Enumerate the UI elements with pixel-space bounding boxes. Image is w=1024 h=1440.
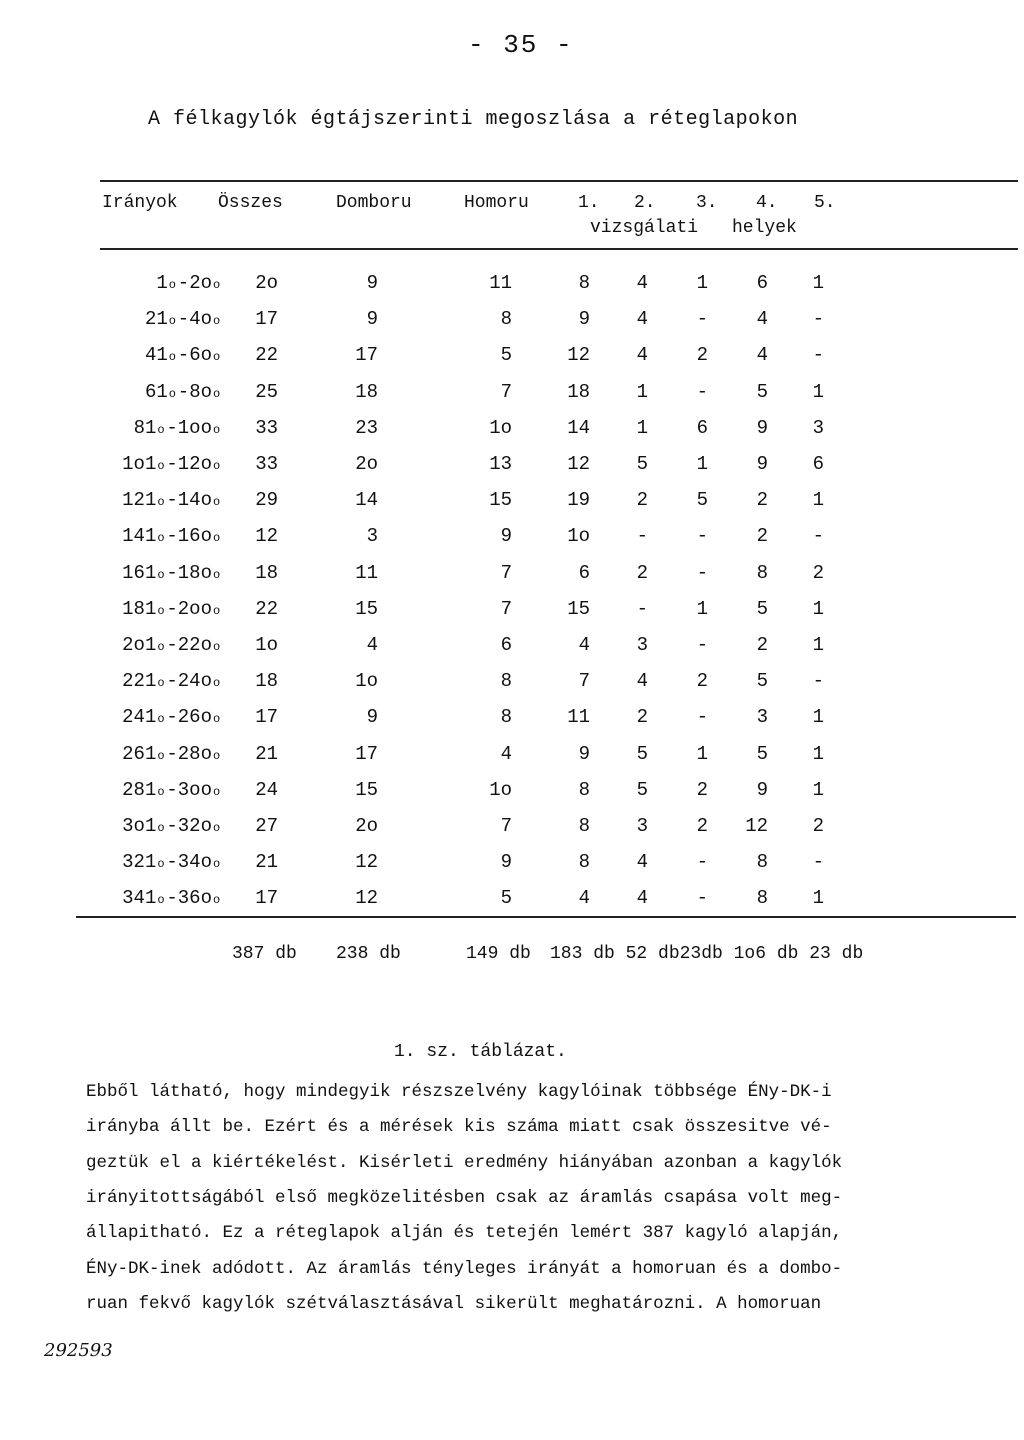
cell-site-4: 9 [756, 453, 768, 475]
cell-site-1: 18 [567, 381, 590, 403]
cell-site-2: 4 [636, 344, 648, 366]
paragraph-line: geztük el a kiértékelést. Kisérleti eredmény hiányában azonban a kagylók [86, 1153, 843, 1173]
cell-convex: 4 [366, 634, 378, 656]
cell-total: 18 [255, 670, 278, 692]
cell-total: 22 [255, 598, 278, 620]
cell-concave: 7 [500, 562, 512, 584]
direction-dash: - [166, 525, 178, 547]
cell-total: 12 [255, 525, 278, 547]
degree-symbol: o [168, 278, 176, 292]
cell-site-3: - [696, 851, 708, 873]
degree-symbol: o [213, 387, 221, 401]
direction-from: 261 [122, 743, 157, 765]
header-bottom-rule [100, 248, 1018, 250]
direction-from: 41 [144, 344, 168, 366]
cell-concave: 9 [500, 851, 512, 873]
direction-dash: - [166, 779, 178, 801]
cell-concave: 7 [500, 381, 512, 403]
cell-site-4: 5 [756, 381, 768, 403]
direction-to: 16o [177, 525, 212, 547]
cell-site-4: 2 [756, 634, 768, 656]
cell-site-1: 9 [578, 743, 590, 765]
cell-site-2: 5 [636, 743, 648, 765]
header-site-2: 2. [634, 193, 656, 213]
cell-site-4: 4 [756, 308, 768, 330]
cell-convex: 2o [355, 815, 378, 837]
cell-total: 21 [255, 743, 278, 765]
degree-symbol: o [213, 423, 221, 437]
cell-total: 17 [255, 887, 278, 909]
direction-from: 81 [133, 417, 157, 439]
direction-to: 34o [177, 851, 212, 873]
cell-site-4: 2 [756, 525, 768, 547]
cell-concave: 8 [500, 706, 512, 728]
table-top-rule [100, 180, 1018, 182]
cell-site-1: 12 [567, 453, 590, 475]
cell-convex: 17 [355, 743, 378, 765]
cell-site-2: 2 [636, 562, 648, 584]
cell-site-3: 1 [696, 453, 708, 475]
cell-site-1: 19 [567, 489, 590, 511]
totals-convex: 238 db [336, 944, 401, 964]
cell-concave: 5 [500, 344, 512, 366]
cell-site-3: 2 [696, 344, 708, 366]
cell-total: 22 [255, 344, 278, 366]
direction-to: 4o [189, 308, 212, 330]
cell-site-1: 11 [567, 706, 590, 728]
cell-convex: 9 [366, 308, 378, 330]
degree-symbol: o [213, 531, 221, 545]
cell-site-5: 2 [812, 815, 824, 837]
cell-site-3: 1 [696, 743, 708, 765]
cell-site-2: 4 [636, 887, 648, 909]
direction-to: 2oo [177, 598, 212, 620]
cell-site-5: 3 [812, 417, 824, 439]
cell-site-1: 8 [578, 272, 590, 294]
cell-site-1: 8 [578, 851, 590, 873]
totals-total: 387 db [232, 944, 297, 964]
direction-to: 32o [177, 815, 212, 837]
cell-site-1: 9 [578, 308, 590, 330]
cell-convex: 1o [355, 670, 378, 692]
cell-concave: 7 [500, 598, 512, 620]
degree-symbol: o [213, 314, 221, 328]
cell-site-4: 9 [756, 779, 768, 801]
cell-site-3: - [696, 562, 708, 584]
cell-site-2: - [636, 598, 648, 620]
cell-site-4: 4 [756, 344, 768, 366]
cell-site-5: 1 [812, 272, 824, 294]
direction-from: 241 [122, 706, 157, 728]
cell-total: 25 [255, 381, 278, 403]
direction-from: 321 [122, 851, 157, 873]
cell-concave: 4 [500, 743, 512, 765]
cell-site-3: - [696, 308, 708, 330]
cell-total: 1o [255, 634, 278, 656]
degree-symbol: o [213, 278, 221, 292]
cell-site-5: 1 [812, 634, 824, 656]
cell-convex: 15 [355, 598, 378, 620]
direction-dash: - [166, 706, 178, 728]
cell-convex: 12 [355, 851, 378, 873]
paragraph-line: irányitottságából első megközelitésben csak az áramlás csapása volt meg- [86, 1188, 843, 1208]
table-bottom-rule [76, 916, 1016, 918]
cell-concave: 1o [489, 779, 512, 801]
degree-symbol: o [157, 749, 165, 763]
cell-site-1: 15 [567, 598, 590, 620]
cell-site-4: 2 [756, 489, 768, 511]
cell-convex: 17 [355, 344, 378, 366]
direction-dash: - [166, 417, 178, 439]
cell-concave: 5 [500, 887, 512, 909]
direction-to: 28o [177, 743, 212, 765]
cell-site-1: 7 [578, 670, 590, 692]
direction-from: 21 [144, 308, 168, 330]
cell-concave: 7 [500, 815, 512, 837]
degree-symbol: o [213, 821, 221, 835]
direction-dash: - [166, 815, 178, 837]
cell-site-3: 6 [696, 417, 708, 439]
direction-dash: - [166, 851, 178, 873]
paragraph-line: ruan fekvő kagylók szétválasztásával sikerült meghatározni. A homoruan [86, 1294, 822, 1314]
cell-convex: 23 [355, 417, 378, 439]
cell-site-5: - [812, 670, 824, 692]
degree-symbol: o [157, 785, 165, 799]
header-sites-label-2: helyek [732, 218, 797, 238]
cell-total: 21 [255, 851, 278, 873]
degree-symbol: o [157, 893, 165, 907]
cell-site-4: 3 [756, 706, 768, 728]
cell-site-3: - [696, 525, 708, 547]
degree-symbol: o [157, 495, 165, 509]
cell-convex: 9 [366, 706, 378, 728]
cell-site-3: - [696, 634, 708, 656]
cell-site-5: - [812, 851, 824, 873]
cell-site-2: 5 [636, 779, 648, 801]
cell-site-5: - [812, 308, 824, 330]
direction-to: 24o [177, 670, 212, 692]
degree-symbol: o [157, 568, 165, 582]
cell-site-3: - [696, 887, 708, 909]
direction-from: 2o1 [122, 634, 157, 656]
direction-dash: - [166, 634, 178, 656]
table-title: A félkagylók égtájszerinti megoszlása a réteglapokon [148, 108, 799, 131]
archive-stamp: 292593 [44, 1340, 113, 1361]
cell-site-4: 8 [756, 562, 768, 584]
paragraph-line: állapitható. Ez a réteglapok alján és tetején lemért 387 kagyló alapján, [86, 1223, 843, 1243]
cell-convex: 14 [355, 489, 378, 511]
cell-site-4: 9 [756, 417, 768, 439]
cell-convex: 11 [355, 562, 378, 584]
cell-total: 17 [255, 706, 278, 728]
direction-from: 141 [122, 525, 157, 547]
direction-dash: - [177, 308, 190, 330]
direction-to: 3oo [177, 779, 212, 801]
cell-concave: 9 [500, 525, 512, 547]
degree-symbol: o [213, 857, 221, 871]
cell-site-3: 2 [696, 670, 708, 692]
cell-convex: 2o [355, 453, 378, 475]
cell-convex: 12 [355, 887, 378, 909]
cell-site-2: 2 [636, 489, 648, 511]
header-site-5: 5. [814, 193, 836, 213]
direction-from: 3o1 [122, 815, 157, 837]
header-site-4: 4. [756, 193, 778, 213]
cell-site-5: - [812, 525, 824, 547]
cell-total: 27 [255, 815, 278, 837]
cell-site-3: 5 [696, 489, 708, 511]
cell-site-5: 1 [812, 779, 824, 801]
cell-site-4: 8 [756, 851, 768, 873]
cell-total: 18 [255, 562, 278, 584]
degree-symbol: o [213, 712, 221, 726]
cell-site-2: 4 [636, 308, 648, 330]
direction-to: 12o [177, 453, 212, 475]
direction-to: 26o [177, 706, 212, 728]
cell-site-2: 5 [636, 453, 648, 475]
cell-convex: 18 [355, 381, 378, 403]
cell-site-4: 8 [756, 887, 768, 909]
cell-site-1: 8 [578, 815, 590, 837]
degree-symbol: o [213, 495, 221, 509]
cell-site-5: 1 [812, 598, 824, 620]
degree-symbol: o [157, 712, 165, 726]
degree-symbol: o [157, 459, 165, 473]
degree-symbol: o [157, 640, 165, 654]
cell-convex: 9 [366, 272, 378, 294]
cell-concave: 15 [489, 489, 512, 511]
cell-concave: 13 [489, 453, 512, 475]
cell-site-5: 1 [812, 489, 824, 511]
cell-site-4: 6 [756, 272, 768, 294]
cell-site-5: 1 [812, 743, 824, 765]
direction-from: 1o1 [122, 453, 157, 475]
cell-total: 2o [255, 272, 278, 294]
cell-site-2: 2 [636, 706, 648, 728]
direction-to: 36o [177, 887, 212, 909]
degree-symbol: o [157, 423, 165, 437]
degree-symbol: o [213, 568, 221, 582]
cell-site-2: 3 [636, 634, 648, 656]
degree-symbol: o [168, 350, 176, 364]
cell-site-5: 1 [812, 381, 824, 403]
header-directions: Irányok [102, 193, 178, 213]
direction-dash: - [177, 381, 190, 403]
direction-dash: - [166, 670, 178, 692]
cell-site-3: - [696, 381, 708, 403]
direction-from: 181 [122, 598, 157, 620]
degree-symbol: o [213, 749, 221, 763]
degree-symbol: o [213, 459, 221, 473]
totals-concave: 149 db [466, 944, 531, 964]
cell-site-2: 1 [636, 381, 648, 403]
direction-from: 221 [122, 670, 157, 692]
header-site-1: 1. [578, 193, 600, 213]
header-site-3: 3. [696, 193, 718, 213]
degree-symbol: o [213, 676, 221, 690]
direction-to: 22o [177, 634, 212, 656]
direction-to: 14o [177, 489, 212, 511]
cell-total: 17 [255, 308, 278, 330]
cell-site-2: 4 [636, 670, 648, 692]
header-total: Összes [218, 193, 283, 213]
direction-to: 2o [189, 272, 212, 294]
cell-site-4: 12 [745, 815, 768, 837]
direction-dash: - [166, 562, 178, 584]
cell-site-1: 4 [578, 887, 590, 909]
degree-symbol: o [213, 640, 221, 654]
cell-site-1: 6 [578, 562, 590, 584]
cell-site-3: 2 [696, 815, 708, 837]
direction-from: 1 [156, 272, 168, 294]
paragraph-line: Ebből látható, hogy mindegyik részszelvény kagylóinak többsége ÉNy-DK-i [86, 1082, 832, 1102]
cell-site-4: 5 [756, 743, 768, 765]
cell-site-5: 2 [812, 562, 824, 584]
degree-symbol: o [213, 893, 221, 907]
cell-site-5: 1 [812, 887, 824, 909]
direction-from: 61 [144, 381, 168, 403]
cell-site-2: 1 [636, 417, 648, 439]
cell-site-1: 14 [567, 417, 590, 439]
direction-dash: - [177, 344, 190, 366]
cell-total: 33 [255, 417, 278, 439]
totals-sites: 183 db 52 db23db 1o6 db 23 db [550, 944, 864, 964]
cell-site-4: 5 [756, 598, 768, 620]
direction-to: 1oo [177, 417, 212, 439]
direction-to: 8o [189, 381, 212, 403]
degree-symbol: o [157, 676, 165, 690]
table-caption: 1. sz. táblázat. [394, 1042, 567, 1062]
paragraph-line: irányba állt be. Ezért és a mérések kis száma miatt csak összesitve vé- [86, 1117, 832, 1137]
paragraph-line: ÉNy-DK-inek adódott. Az áramlás tényleges irányát a homoruan és a dombo- [86, 1259, 843, 1279]
header-sites-label-1: vizsgálati [590, 218, 699, 238]
degree-symbol: o [168, 314, 176, 328]
degree-symbol: o [213, 350, 221, 364]
header-convex: Domboru [336, 193, 412, 213]
cell-site-4: 5 [756, 670, 768, 692]
direction-from: 121 [122, 489, 157, 511]
cell-site-3: 1 [696, 272, 708, 294]
cell-concave: 1o [489, 417, 512, 439]
cell-site-5: 6 [812, 453, 824, 475]
cell-site-2: 3 [636, 815, 648, 837]
degree-symbol: o [157, 857, 165, 871]
direction-dash: - [177, 272, 190, 294]
cell-site-2: - [636, 525, 648, 547]
cell-concave: 8 [500, 670, 512, 692]
direction-dash: - [166, 598, 178, 620]
cell-site-5: - [812, 344, 824, 366]
degree-symbol: o [213, 785, 221, 799]
cell-site-1: 1o [567, 525, 590, 547]
cell-site-1: 8 [578, 779, 590, 801]
cell-total: 24 [255, 779, 278, 801]
cell-concave: 8 [500, 308, 512, 330]
cell-concave: 6 [500, 634, 512, 656]
direction-dash: - [166, 887, 178, 909]
direction-from: 341 [122, 887, 157, 909]
direction-from: 281 [122, 779, 157, 801]
cell-site-3: - [696, 706, 708, 728]
degree-symbol: o [157, 604, 165, 618]
direction-dash: - [166, 453, 178, 475]
direction-dash: - [166, 489, 178, 511]
header-concave: Homoru [464, 193, 529, 213]
cell-site-1: 4 [578, 634, 590, 656]
direction-to: 6o [189, 344, 212, 366]
degree-symbol: o [213, 604, 221, 618]
cell-site-2: 4 [636, 272, 648, 294]
cell-site-5: 1 [812, 706, 824, 728]
direction-dash: - [166, 743, 178, 765]
cell-concave: 11 [489, 272, 512, 294]
degree-symbol: o [157, 821, 165, 835]
cell-site-2: 4 [636, 851, 648, 873]
cell-convex: 3 [366, 525, 378, 547]
direction-from: 161 [122, 562, 157, 584]
cell-total: 33 [255, 453, 278, 475]
direction-to: 18o [177, 562, 212, 584]
degree-symbol: o [157, 531, 165, 545]
page-number: - 35 - [468, 30, 574, 60]
cell-site-3: 1 [696, 598, 708, 620]
cell-convex: 15 [355, 779, 378, 801]
cell-site-1: 12 [567, 344, 590, 366]
degree-symbol: o [168, 387, 176, 401]
cell-total: 29 [255, 489, 278, 511]
cell-site-3: 2 [696, 779, 708, 801]
